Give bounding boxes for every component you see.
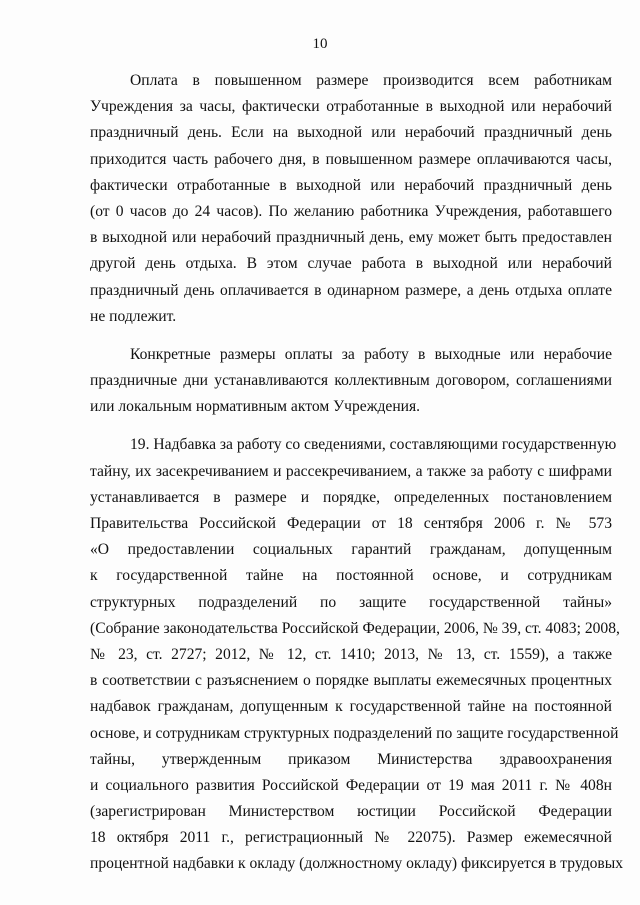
text-line: в соответствии с разъяснением о порядке выплаты ежемесячных процентных [90,672,612,690]
text-line: тайну, их засекречиванием и рассекречиванием, а также за работу с шифрами [90,462,612,480]
text-line: «О предоставлении социальных гарантий гражданам, допущенным [90,541,612,559]
page-number: 10 [312,36,328,52]
text-line: процентной надбавки к окладу (должностному окладу) фиксируется в трудовых [90,855,624,873]
text-line: Учреждения за часы, фактически отработанные в выходной или нерабочий [90,98,612,116]
paragraph [90,68,612,330]
text-line: Конкретные размеры оплаты за работу в выходные или нерабочие [130,345,612,363]
text-line: 18 октября 2011 г., регистрационный № 22075). Размер ежемесячной [90,829,612,847]
text-line: структурных подразделений по защите государственной тайны» [90,593,612,611]
text-line: в выходной или нерабочий праздничный день, ему может быть предоставлен [90,229,612,247]
document-body [90,68,624,878]
text-line: № 23, ст. 2727; 2012, № 12, ст. 1410; 2013, № 13, ст. 1559), а также [90,645,612,663]
text-line: надбавок гражданам, допущенным к государственной тайне на постоянной [90,698,612,716]
text-line: не подлежит. [90,307,177,325]
text-line: праздничный день оплачивается в одинарном размере, а день отдыха оплате [90,281,612,299]
text-line: или локальным нормативным актом Учреждения. [90,398,421,416]
text-line: праздничный день. Если на выходной или нерабочий праздничный день [90,124,612,142]
paragraph [90,342,612,421]
text-line: Правительства Российской Федерации от 18 сентября 2006 г. № 573 [90,515,612,532]
text-line: Оплата в повышенном размере производится всем работникам [130,72,612,89]
text-line: 19. Надбавка за работу со сведениями, составляющими государственную [130,436,617,454]
text-line: приходится часть рабочего дня, в повышенном размере оплачиваются часы, [90,150,612,168]
paragraph [90,432,624,877]
text-line: (зарегистрирован Министерством юстиции Российской Федерации [90,803,612,821]
text-line: устанавливается в размере и порядке, определенных постановлением [90,488,612,506]
text-line: (Собрание законодательства Российской Федерации, 2006, № 39, ст. 4083; 2008, [90,619,620,637]
text-line: фактически отработанные в выходной или нерабочий праздничный день [90,176,612,194]
text-line: праздничные дни устанавливаются коллективным договором, соглашениями [90,372,612,390]
text-line: и социального развития Российской Федерации от 19 мая 2011 г. № 408н [90,776,612,794]
text-line: другой день отдыха. В этом случае работа в выходной или нерабочий [90,255,612,273]
text-line: к государственной тайне на постоянной основе, и сотрудникам [90,567,612,585]
text-line: тайны, утвержденным приказом Министерства здравоохранения [90,750,612,768]
text-line: основе, и сотрудникам структурных подразделений по защите государственной [90,724,619,742]
text-line: (от 0 часов до 24 часов). По желанию работника Учреждения, работавшего [90,202,612,220]
